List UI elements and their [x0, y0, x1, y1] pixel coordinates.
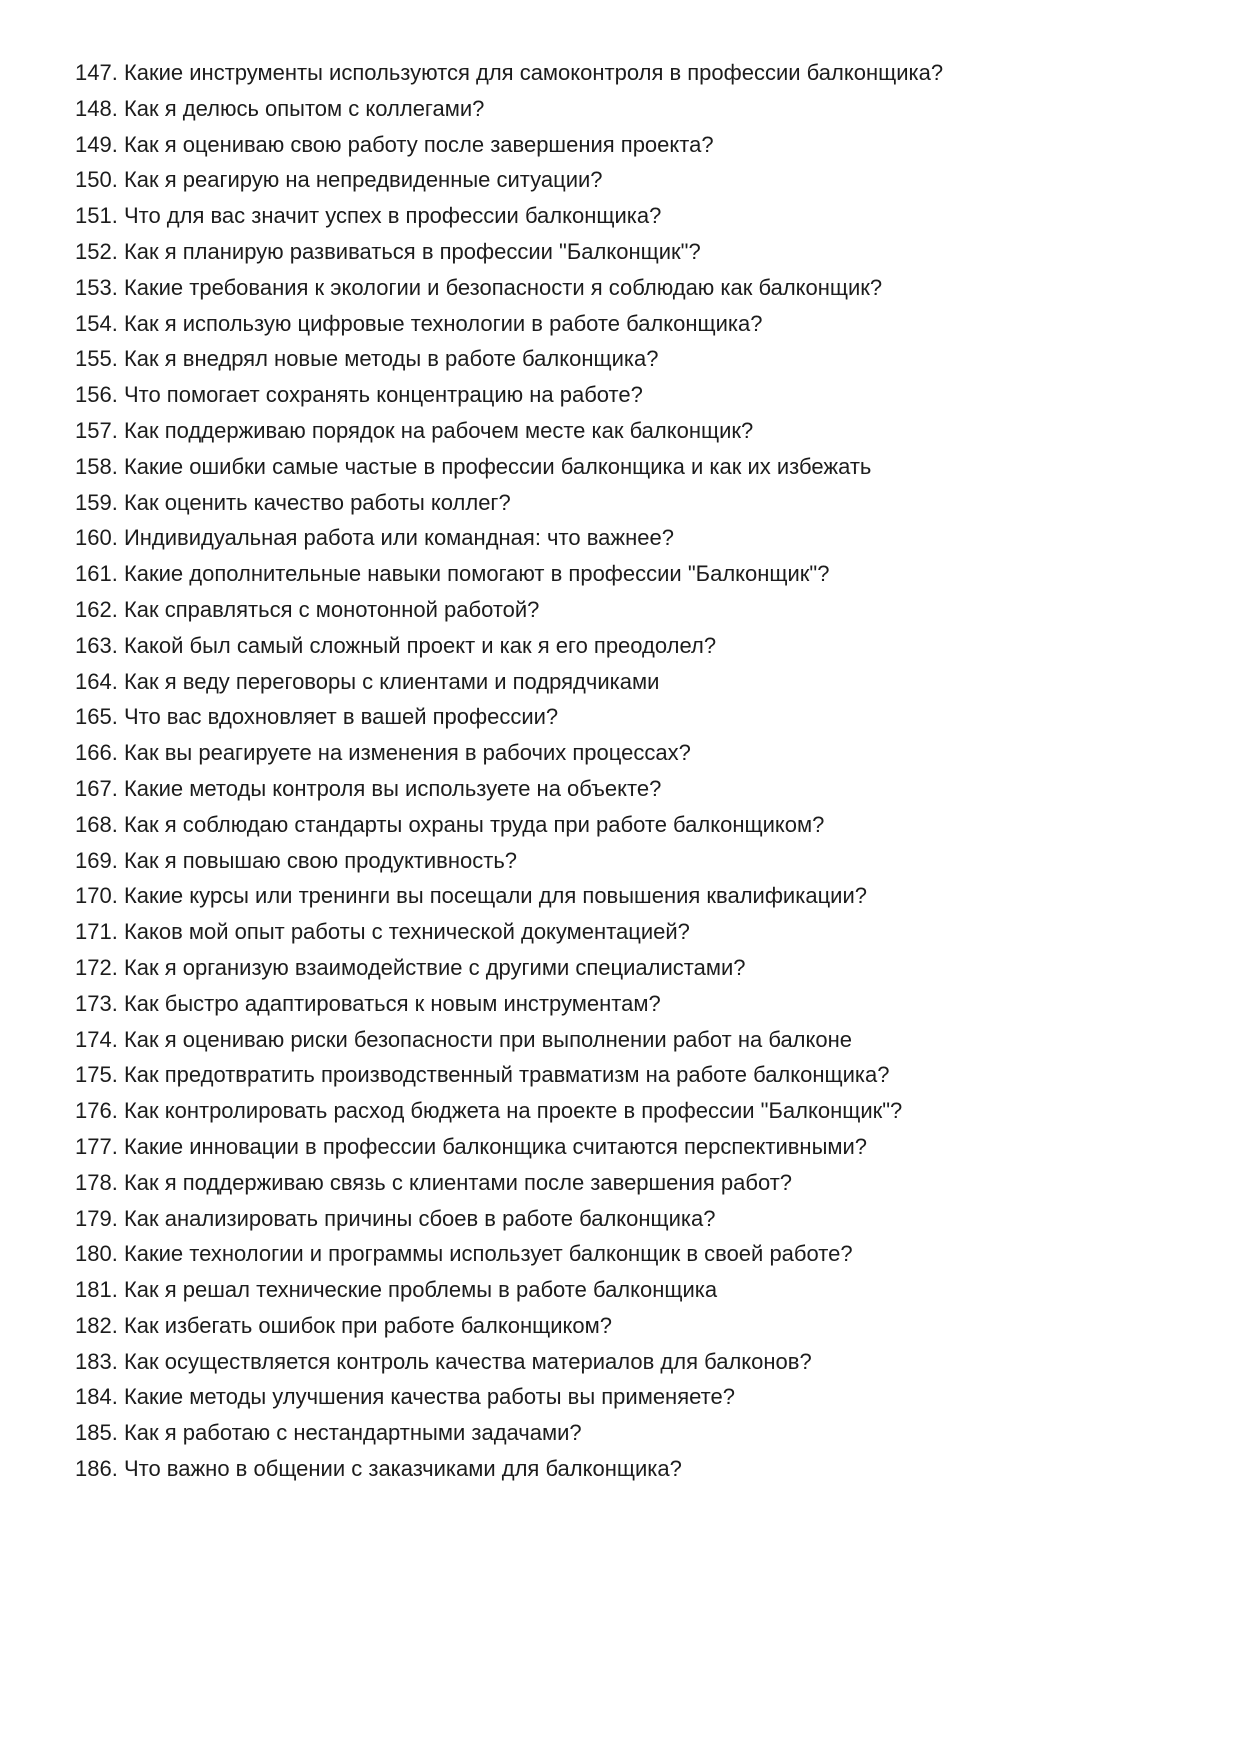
item-number: 174. — [75, 1026, 118, 1052]
item-number: 169. — [75, 847, 118, 873]
list-item — [75, 270, 943, 306]
list-item — [75, 592, 943, 628]
item-number: 160. — [75, 525, 118, 551]
list-item — [75, 1057, 943, 1093]
item-text: Какие инструменты используются для самоконтроля в профессии балконщика? — [123, 60, 944, 85]
item-number: 157. — [75, 417, 118, 443]
list-item — [75, 55, 943, 91]
item-text: Как я соблюдаю стандарты охраны труда при работе балконщиком? — [123, 811, 825, 837]
item-number: 151. — [75, 203, 118, 229]
item-number: 168. — [75, 811, 118, 837]
list-item — [75, 1379, 943, 1415]
item-text: Как вы реагируете на изменения в рабочих процессах? — [123, 740, 691, 766]
item-text: Индивидуальная работа или командная: что важнее? — [123, 525, 674, 551]
item-number: 167. — [75, 775, 118, 801]
item-text: Какие инновации в профессии балконщика считаются перспективными? — [123, 1133, 868, 1159]
item-text: Какие методы контроля вы используете на объекте? — [123, 775, 662, 801]
list-item — [75, 1272, 943, 1308]
item-text: Как я оцениваю риски безопасности при выполнении работ на балконе — [123, 1026, 853, 1052]
item-number: 170. — [75, 883, 118, 909]
item-text: Как я решал технические проблемы в работе балконщика — [123, 1277, 718, 1303]
item-number: 147. — [75, 60, 118, 85]
item-text: Как быстро адаптироваться к новым инструментам? — [123, 990, 661, 1016]
item-text: Как я использую цифровые технологии в работе балконщика? — [123, 310, 763, 336]
list-item — [75, 198, 943, 234]
item-number: 164. — [75, 668, 118, 694]
list-item — [75, 699, 943, 735]
list-item — [75, 1093, 943, 1129]
item-text: Как я оцениваю свою работу после завершения проекта? — [123, 131, 714, 157]
question-list — [75, 55, 943, 1487]
item-text: Как предотвратить производственный травматизм на работе балконщика? — [123, 1062, 890, 1088]
item-number: 165. — [75, 704, 118, 730]
list-item — [75, 127, 943, 163]
list-item — [75, 986, 943, 1022]
list-item — [75, 1129, 943, 1165]
item-number: 180. — [75, 1241, 118, 1267]
list-item — [75, 1415, 943, 1451]
item-number: 182. — [75, 1312, 118, 1338]
item-number: 150. — [75, 167, 118, 193]
item-number: 177. — [75, 1133, 118, 1159]
item-number: 171. — [75, 919, 118, 945]
item-number: 161. — [75, 561, 118, 587]
list-item — [75, 878, 943, 914]
item-number: 178. — [75, 1169, 118, 1195]
item-text: Как я делюсь опытом с коллегами? — [123, 95, 485, 121]
item-text: Что важно в общении с заказчиками для балконщика? — [123, 1456, 682, 1482]
item-text: Как поддерживаю порядок на рабочем месте как балконщик? — [123, 417, 754, 443]
list-item — [75, 449, 943, 485]
item-text: Что вас вдохновляет в вашей профессии? — [123, 704, 559, 730]
list-item — [75, 1236, 943, 1272]
item-number: 172. — [75, 954, 118, 980]
item-text: Как оценить качество работы коллег? — [123, 489, 511, 515]
list-item — [75, 306, 943, 342]
item-number: 185. — [75, 1420, 118, 1446]
item-text: Как я работаю с нестандартными задачами? — [123, 1420, 582, 1446]
list-item — [75, 377, 943, 413]
item-text: Как я реагирую на непредвиденные ситуации? — [123, 167, 603, 193]
list-item — [75, 843, 943, 879]
list-item — [75, 91, 943, 127]
item-number: 148. — [75, 95, 118, 121]
item-number: 155. — [75, 346, 118, 372]
item-text: Какие требования к экологии и безопасности я соблюдаю как балконщик? — [123, 274, 883, 300]
list-item — [75, 413, 943, 449]
item-text: Какие методы улучшения качества работы вы применяете? — [123, 1384, 735, 1410]
item-text: Каков мой опыт работы с технической документацией? — [123, 919, 690, 945]
item-text: Какие ошибки самые частые в профессии балконщика и как их избежать — [123, 453, 872, 479]
item-number: 159. — [75, 489, 118, 515]
list-item — [75, 341, 943, 377]
list-item — [75, 556, 943, 592]
list-item — [75, 1165, 943, 1201]
item-number: 175. — [75, 1062, 118, 1088]
list-item — [75, 520, 943, 556]
list-item — [75, 1344, 943, 1380]
item-text: Что для вас значит успех в профессии балконщика? — [123, 203, 662, 229]
item-number: 176. — [75, 1098, 118, 1124]
item-number: 152. — [75, 238, 118, 264]
item-number: 153. — [75, 274, 118, 300]
list-item — [75, 1201, 943, 1237]
item-text: Какие курсы или тренинги вы посещали для повышения квалификации? — [123, 883, 867, 909]
item-number: 179. — [75, 1205, 118, 1231]
item-number: 166. — [75, 740, 118, 766]
item-text: Какие технологии и программы использует балконщик в своей работе? — [123, 1241, 853, 1267]
list-item — [75, 485, 943, 521]
list-item — [75, 1022, 943, 1058]
item-number: 183. — [75, 1348, 118, 1374]
item-text: Как я веду переговоры с клиентами и подрядчиками — [123, 668, 660, 694]
list-item — [75, 1451, 943, 1487]
item-text: Как справляться с монотонной работой? — [123, 596, 540, 622]
item-text: Как я повышаю свою продуктивность? — [123, 847, 518, 873]
item-text: Как осуществляется контроль качества материалов для балконов? — [123, 1348, 812, 1374]
list-item — [75, 1308, 943, 1344]
list-item — [75, 914, 943, 950]
list-item — [75, 234, 943, 270]
item-text: Какой был самый сложный проект и как я его преодолел? — [123, 632, 717, 658]
item-number: 186. — [75, 1456, 118, 1482]
list-item — [75, 628, 943, 664]
list-item — [75, 950, 943, 986]
item-number: 156. — [75, 382, 118, 408]
item-number: 154. — [75, 310, 118, 336]
item-number: 173. — [75, 990, 118, 1016]
item-text: Как я организую взаимодействие с другими специалистами? — [123, 954, 746, 980]
item-number: 149. — [75, 131, 118, 157]
item-number: 158. — [75, 453, 118, 479]
list-item — [75, 664, 943, 700]
item-text: Как контролировать расход бюджета на проекте в профессии "Балконщик"? — [123, 1098, 903, 1124]
item-number: 184. — [75, 1384, 118, 1410]
list-item — [75, 807, 943, 843]
list-item — [75, 735, 943, 771]
item-text: Что помогает сохранять концентрацию на работе? — [123, 382, 643, 408]
list-item — [75, 771, 943, 807]
item-text: Как избегать ошибок при работе балконщиком? — [123, 1312, 612, 1338]
item-text: Как я планирую развиваться в профессии "Балконщик"? — [123, 238, 701, 264]
list-item — [75, 162, 943, 198]
item-number: 163. — [75, 632, 118, 658]
item-number: 162. — [75, 596, 118, 622]
item-number: 181. — [75, 1277, 118, 1303]
item-text: Как анализировать причины сбоев в работе балконщика? — [123, 1205, 716, 1231]
item-text: Как я внедрял новые методы в работе балконщика? — [123, 346, 659, 372]
item-text: Как я поддерживаю связь с клиентами после завершения работ? — [123, 1169, 793, 1195]
item-text: Какие дополнительные навыки помогают в профессии "Балконщик"? — [123, 561, 830, 587]
